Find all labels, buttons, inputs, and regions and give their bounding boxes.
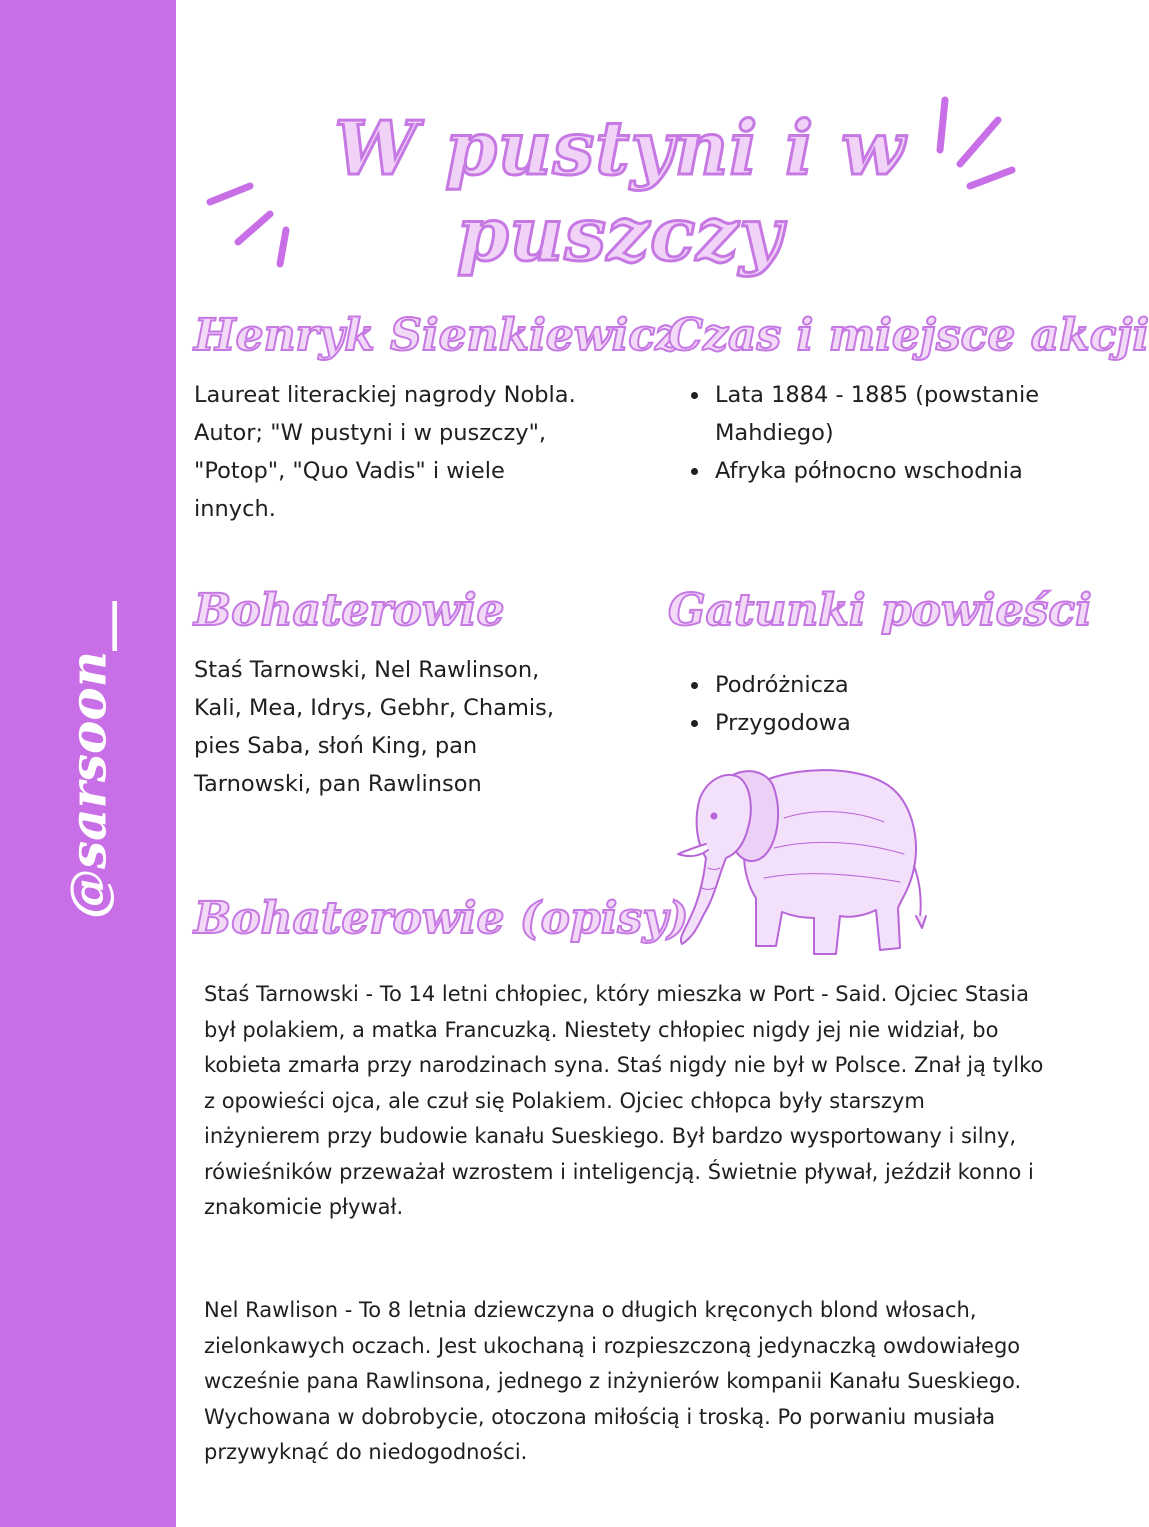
time-place-heading: Czas i miejsce akcji <box>668 310 1149 361</box>
list-item: • Afryka północno wschodnia <box>711 452 1071 490</box>
heroes-text: Staś Tarnowski, Nel Rawlinson, Kali, Mea, Idrys, Gebhr, Chamis, pies Saba, słoń King, pan Tarnowski, pan Rawlinson <box>194 657 554 797</box>
list-item: • Podróżnicza <box>711 666 1071 704</box>
descriptions-heading: Bohaterowie (opisy) <box>194 893 689 944</box>
author-heading: Henryk Sienkiewicz <box>194 310 681 361</box>
list-item: • Lata 1884 - 1885 (powstanie Mahdiego) <box>711 376 1071 452</box>
author-handle: @sarsoon__ <box>58 600 118 920</box>
author-text: Laureat literackiej nagrody Nobla. Autor; "W pustyni i w puszczy", "Potop", "Quo Vadis" i wiele innych. <box>194 382 576 522</box>
page-title: W pustyni i w puszczy <box>334 106 906 278</box>
sidebar <box>0 0 176 1527</box>
nel-description: Nel Rawlison - To 8 letnia dziewczyna o długich kręconych blond włosach, zielonkawych oczach. Jest ukochaną i rozpieszczoną jedynaczką owdowiałego wcześnie pana Rawlinsona, jednego z inżynierów kompanii Kanału Sueskiego. Wychowana w dobrobycie, otoczona miłością i troską. Po porwaniu musiała przywyknąć do niedogodności. <box>204 1298 1022 1464</box>
stas-description: Staś Tarnowski - To 14 letni chłopiec, który mieszka w Port - Said. Ojciec Stasia był polakiem, a matka Francuzką. Niestety chłopiec nigdy jej nie widział, bo kobieta zmarła przy narodzinach syna. Staś nigdy nie był w Polsce. Znał ją tylko z opowieści ojca, ale czuł się Polakiem. Ojciec chłopca były starszym inżynierem przy budowie kanału Sueskiego. Był bardzo wysportowany i silny, rówieśników przeważał wzrostem i inteligencją. Świetnie pływał, jeździł konno i znakomicie pływał. <box>204 982 1044 1219</box>
title-area <box>190 90 1050 280</box>
elephant-illustration <box>664 758 928 960</box>
genres-heading: Gatunki powieści <box>668 585 1092 636</box>
heroes-heading: Bohaterowie <box>194 585 505 636</box>
time-place-list <box>686 376 1071 490</box>
list-item: • Przygodowa <box>711 704 1071 742</box>
genres-list <box>686 666 1071 742</box>
